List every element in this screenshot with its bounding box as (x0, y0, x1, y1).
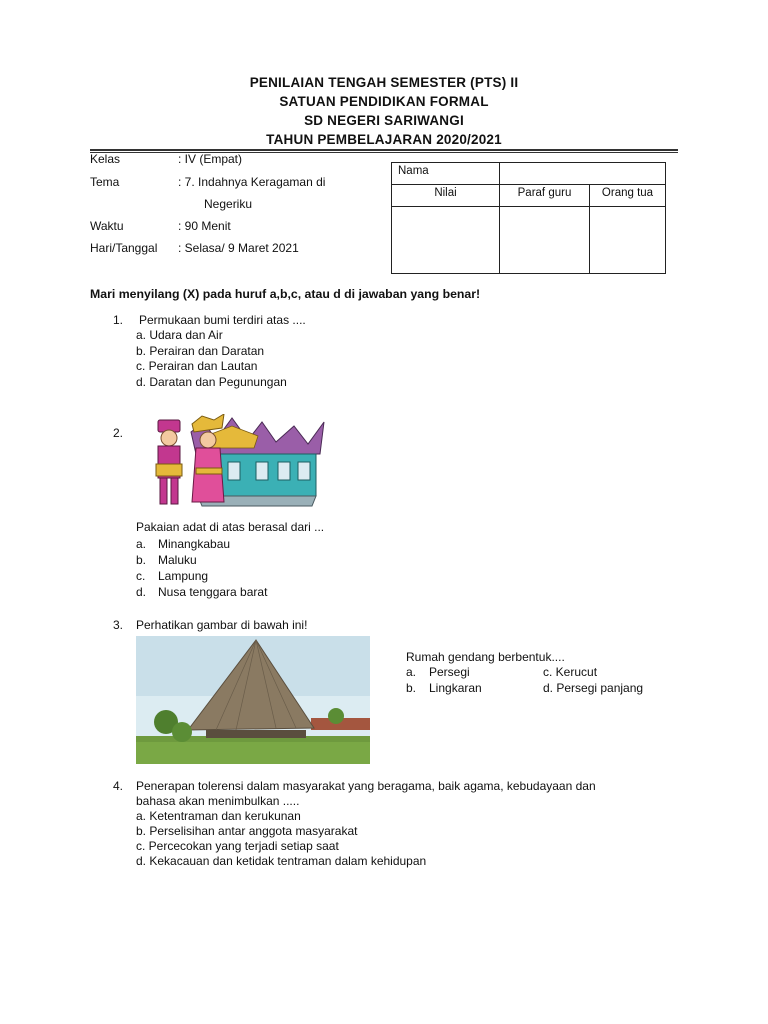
q2-option-c[interactable]: Lampung (158, 569, 209, 583)
time-label: Waktu (90, 219, 124, 233)
q2-letter-c: c. (136, 569, 146, 583)
q1-number: 1. (113, 313, 124, 327)
academic-year: TAHUN PEMBELAJARAN 2020/2021 (266, 132, 502, 147)
q3-number: 3. (113, 618, 124, 632)
q1-option-c[interactable]: c. Perairan dan Lautan (136, 359, 258, 373)
rumah-gendang-image (136, 636, 370, 764)
q4-option-b[interactable]: b. Perselisihan antar anggota masyarakat (136, 824, 358, 838)
theme-label: Tema (90, 175, 120, 189)
time-value: : 90 Menit (178, 219, 231, 233)
q2-option-d[interactable]: Nusa tenggara barat (158, 585, 268, 599)
q2-number: 2. (113, 426, 124, 440)
q4-question-line2: bahasa akan menimbulkan ..... (136, 794, 300, 808)
q2-option-a[interactable]: Minangkabau (158, 537, 231, 551)
class-value: : IV (Empat) (178, 152, 243, 166)
q4-number: 4. (113, 779, 124, 793)
exam-title: PENILAIAN TENGAH SEMESTER (PTS) II (249, 75, 519, 90)
grade-table (391, 162, 666, 274)
q3-option-a[interactable]: Persegi (429, 665, 470, 679)
q3-option-b[interactable]: Lingkaran (429, 681, 482, 695)
q2-letter-b: b. (136, 553, 147, 567)
class-label: Kelas (90, 152, 121, 166)
q1-option-a[interactable]: a. Udara dan Air (136, 328, 223, 342)
date-label: Hari/Tanggal (90, 241, 158, 255)
q3-prompt: Perhatikan gambar di bawah ini! (136, 618, 308, 632)
header-divider (90, 149, 678, 151)
name-label-cell: Nama (392, 163, 500, 185)
parent-sign-header: Orang tua (590, 185, 666, 207)
education-unit: SATUAN PENDIDIKAN FORMAL (279, 94, 489, 109)
q4-option-a[interactable]: a. Ketentraman dan kerukunan (136, 809, 301, 823)
q1-option-d[interactable]: d. Daratan dan Pegunungan (136, 375, 287, 389)
theme-value: : 7. Indahnya Keragaman di (178, 175, 326, 189)
q2-question: Pakaian adat di atas berasal dari ... (136, 520, 325, 534)
school-name: SD NEGERI SARIWANGI (304, 113, 464, 128)
q2-letter-a: a. (136, 537, 147, 551)
teacher-sign-header: Paraf guru (500, 185, 590, 207)
q1-option-b[interactable]: b. Perairan dan Daratan (136, 344, 265, 358)
instruction: Mari menyilang (X) pada huruf a,b,c, atau d di jawaban yang benar! (90, 287, 481, 301)
score-header: Nilai (392, 185, 500, 207)
score-field[interactable] (392, 207, 500, 274)
q2-option-b[interactable]: Maluku (158, 553, 197, 567)
traditional-costume-image (136, 414, 328, 514)
q1-question: Permukaan bumi terdiri atas .... (139, 313, 306, 327)
q4-option-d[interactable]: d. Kekacauan dan ketidak tentraman dalam kehidupan (136, 854, 427, 868)
q4-option-c[interactable]: c. Percecokan yang terjadi setiap saat (136, 839, 339, 853)
q3-letter-b: b. (406, 681, 417, 695)
q4-question-line1: Penerapan tolerensi dalam masyarakat yang beragama, baik agama, kebudayaan dan (136, 779, 596, 793)
theme-value-cont: Negeriku (204, 197, 253, 211)
q3-letter-a: a. (406, 665, 417, 679)
q3-question: Rumah gendang berbentuk.... (406, 650, 565, 664)
teacher-sign-field[interactable] (500, 207, 590, 274)
date-value: : Selasa/ 9 Maret 2021 (178, 241, 299, 255)
q2-letter-d: d. (136, 585, 147, 599)
parent-sign-field[interactable] (590, 207, 666, 274)
q3-option-c[interactable]: c. Kerucut (543, 665, 598, 679)
q3-option-d[interactable]: d. Persegi panjang (543, 681, 644, 695)
name-field[interactable] (500, 163, 666, 185)
